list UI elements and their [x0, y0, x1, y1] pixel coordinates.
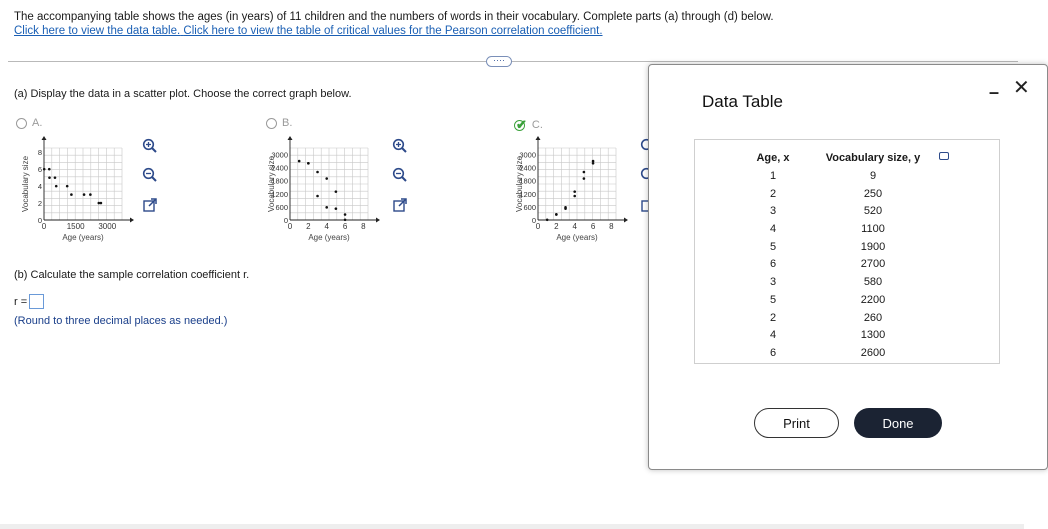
more-button[interactable]: ···· — [486, 56, 512, 67]
zoom-in-icon[interactable] — [392, 138, 408, 154]
x-tick-label: 1500 — [66, 222, 85, 231]
age-cell: 2 — [769, 311, 777, 324]
y-axis-arrow — [536, 136, 541, 140]
y-tick-label: 4 — [37, 182, 42, 192]
y-tick-label: 2 — [37, 199, 42, 209]
age-cell: 6 — [769, 346, 777, 359]
data-table — [694, 139, 1000, 364]
age-cell: 6 — [769, 258, 777, 271]
age-cell: 5 — [769, 293, 777, 306]
data-point — [583, 171, 586, 174]
grid — [538, 148, 616, 220]
x-tick-label: 6 — [590, 222, 596, 231]
x-tick-label: 0 — [41, 222, 47, 231]
zoom-in-icon[interactable] — [142, 138, 158, 154]
age-column — [743, 148, 803, 363]
y-tick-label: 2400 — [271, 163, 288, 173]
print-button[interactable]: Print — [754, 408, 839, 438]
zoom-out-icon[interactable] — [392, 167, 408, 183]
data-point — [43, 168, 46, 171]
part-a-question: (a) Display the data in a scatter plot. Choose the correct graph below. — [14, 88, 352, 100]
data-point — [316, 171, 319, 174]
vocab-cell: 260 — [863, 311, 883, 324]
popout-icon[interactable] — [392, 197, 408, 213]
copy-icon[interactable] — [939, 152, 949, 160]
x-tick-label: 0 — [287, 222, 293, 231]
option-b-label: B. — [282, 117, 293, 129]
data-point — [70, 193, 73, 196]
y-tick-label: 3000 — [519, 150, 536, 160]
x-tick-label: 8 — [361, 222, 366, 231]
vocab-cell: 580 — [863, 276, 883, 289]
data-point — [48, 176, 51, 179]
data-point — [325, 177, 328, 180]
critical-values-link[interactable]: Click here to view the table of critical values for the Pearson correlation coefficient. — [183, 25, 603, 37]
vocab-cell: 9 — [869, 170, 877, 182]
y-tick-label: 8 — [37, 148, 42, 158]
vocab-cell: 520 — [863, 205, 883, 218]
scatter-plot-a — [22, 135, 142, 250]
popout-icon[interactable] — [142, 197, 158, 213]
data-point — [344, 219, 347, 222]
y-axis-arrow — [42, 136, 47, 140]
zoom-out-icon[interactable] — [142, 167, 158, 183]
age-cell: 2 — [769, 187, 777, 200]
x-tick-label: 2 — [306, 222, 311, 231]
x-tick-label: 0 — [535, 222, 541, 231]
y-tick-label: 1200 — [519, 189, 536, 199]
data-table-link[interactable]: Click here to view the data table. — [14, 25, 181, 37]
bottom-bar — [0, 524, 1024, 529]
x-axis-label: Age (years) — [308, 233, 350, 242]
option-c[interactable] — [514, 117, 543, 133]
y-axis-label: Vocabulary size — [21, 155, 30, 213]
data-point — [546, 219, 549, 222]
data-point — [555, 213, 558, 216]
x-tick-label: 4 — [572, 222, 577, 231]
y-axis-label: Vocabulary size — [515, 155, 524, 213]
data-point — [98, 202, 101, 205]
x-axis-arrow — [130, 218, 134, 223]
x-axis-arrow — [376, 218, 380, 223]
x-tick-label: 6 — [342, 222, 348, 231]
check-icon: ✔ — [516, 117, 527, 132]
x-tick-label: 2 — [554, 222, 559, 231]
r-input[interactable] — [29, 294, 44, 309]
data-point — [573, 195, 576, 198]
age-cell: 4 — [769, 329, 777, 342]
data-point — [55, 185, 58, 188]
data-point — [307, 162, 310, 165]
vocab-cell: 2700 — [860, 258, 886, 271]
round-note: (Round to three decimal places as needed.) — [14, 315, 228, 327]
radio-b[interactable] — [266, 118, 277, 129]
vocab-cell: 2200 — [860, 293, 886, 306]
y-tick-label: 1200 — [271, 189, 288, 199]
y-tick-label: 0 — [37, 216, 42, 225]
data-point — [335, 190, 338, 193]
intro-paragraph: The accompanying table shows the ages (in years) of 11 children and the numbers of words in their vocabulary. Complete parts (a) through (d) below. — [14, 11, 774, 23]
divider — [8, 61, 1018, 62]
data-point — [298, 160, 301, 163]
y-axis-arrow — [288, 136, 293, 140]
option-c-label: C. — [531, 119, 543, 131]
data-point — [54, 176, 57, 179]
radio-a[interactable] — [16, 118, 27, 129]
x-axis-label: Age (years) — [556, 233, 598, 242]
option-a-label: A. — [32, 117, 43, 129]
data-point — [325, 206, 328, 209]
data-point — [316, 195, 319, 198]
age-cell: 5 — [769, 240, 777, 253]
grid — [290, 148, 368, 220]
y-tick-label: 3000 — [271, 150, 288, 160]
vocab-cell: 1900 — [860, 240, 886, 253]
scatter-plot-b — [268, 135, 390, 250]
x-axis-label: Age (years) — [62, 233, 104, 242]
data-point — [573, 190, 576, 193]
x-tick-label: 8 — [609, 222, 614, 231]
done-button[interactable]: Done — [854, 408, 942, 438]
intro-text — [14, 10, 774, 38]
data-point — [564, 206, 567, 209]
y-tick-label: 0 — [283, 216, 288, 225]
r-answer-line — [14, 294, 44, 309]
data-table-modal — [648, 64, 1048, 470]
r-label: r = — [14, 295, 28, 308]
y-tick-label: 0 — [531, 216, 536, 225]
close-icon[interactable]: ✕ — [1013, 77, 1030, 99]
x-tick-label: 3000 — [98, 222, 117, 231]
option-a[interactable] — [16, 117, 42, 129]
data-point — [83, 193, 86, 196]
vocab-column — [813, 148, 933, 363]
grid — [44, 148, 122, 220]
data-point — [335, 207, 338, 210]
y-axis-label: Vocabulary size — [267, 155, 276, 213]
data-point — [89, 193, 92, 196]
vocab-cell: 250 — [863, 187, 883, 200]
part-b-question: (b) Calculate the sample correlation coefficient r. — [14, 269, 250, 281]
vocab-cell: 2600 — [860, 346, 886, 359]
option-b[interactable] — [266, 117, 292, 129]
data-point — [592, 162, 595, 165]
data-point — [66, 185, 69, 188]
vocab-cell: 1100 — [861, 223, 885, 236]
minimize-icon[interactable]: – — [989, 82, 1000, 102]
data-point — [583, 177, 586, 180]
y-tick-label: 600 — [275, 202, 288, 212]
vocab-cell: 1300 — [860, 329, 886, 342]
y-tick-label: 1800 — [271, 176, 288, 186]
age-cell: 1 — [769, 170, 777, 182]
x-tick-label: 4 — [324, 222, 329, 231]
x-axis-arrow — [624, 218, 628, 223]
data-point — [344, 213, 347, 216]
age-cell: 3 — [769, 205, 777, 218]
vocab-header: Vocabulary size, y — [825, 152, 921, 164]
age-cell: 4 — [769, 223, 777, 236]
modal-title: Data Table — [702, 92, 783, 111]
age-cell: 3 — [769, 276, 777, 289]
y-tick-label: 1800 — [519, 176, 536, 186]
y-tick-label: 600 — [523, 202, 536, 212]
data-point — [48, 168, 51, 171]
scatter-plot-c — [516, 135, 638, 250]
y-tick-label: 6 — [37, 165, 42, 175]
y-tick-label: 2400 — [519, 163, 536, 173]
age-header: Age, x — [756, 152, 790, 164]
